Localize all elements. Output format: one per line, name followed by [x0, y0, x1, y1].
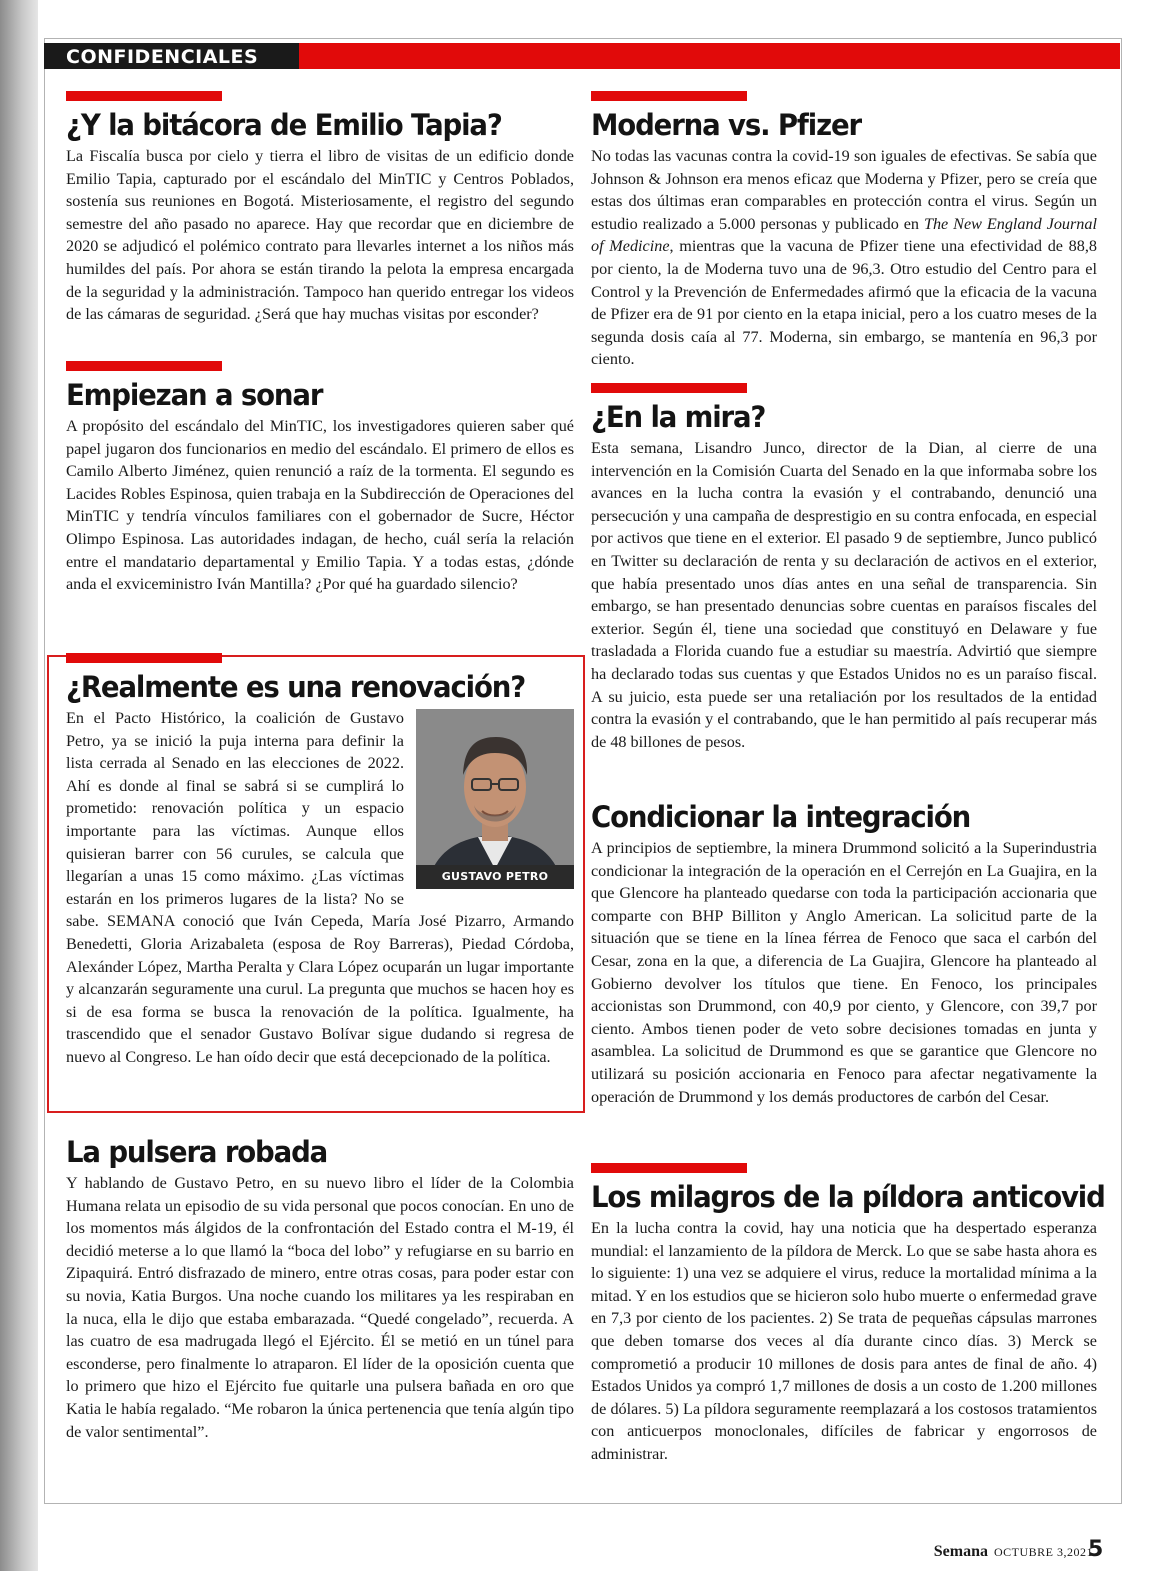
article-body: Esta semana, Lisandro Junco, director de la Dian, al cierre de una intervención en la Comisión Cuarta del Senado en la que informaba sobre los avances en la lucha contra la evasión y el contrabando, denunció una persecución y una campaña de desprestigio en su contra enfocada, en especial por activos que tiene en el exterior. El pasado 9 de septiembre, Junco publicó en Twitter su declaración de renta y su declaración de activos en el exterior, que había presentado unos días antes en una señal de transparencia. Sin embargo, se han presentado denuncias sobre cuentas en paraísos fiscales del exterior. Según él, tiene una sociedad que constituyó en Delaware y fue trasladada a Florida cuando fue a estudiar su maestría. Advirtió que siempre ha declarado todas sus cuentas y que Estados Unidos no es un paraíso fiscal. A su juicio, esta puede ser una retaliación por los resultados de la entidad contra la evasión y el contrabando, que le han permitido al país recuperar más de 48 billones de pesos.	[591, 439, 1097, 751]
article-body: En la lucha contra la covid, hay una noticia que ha despertado esperanza mundial: el lanzamiento de la píldora de Merck. Lo que se sabe hasta ahora es lo siguiente: 1) una vez se adquiere el virus, reduce la mortalidad mínima a la mitad. Y en los estudios que se hicieron solo hubo muerte o enfermedad grave en 7,3 por ciento de los pacientes. 2) Se trata de pequeñas cápsulas marrones que deben tomarse dos veces al día durante cinco días. 3) Merck se comprometió a producir 10 millones de dosis para antes de final de año. 4) Estados Unidos ya compró 1,7 millones de dosis a un costo de 1.200 millones de dólares. 5) La píldora seguramente reemplazará a los costosos tratamientos con anticuerpos monoclonales, difíciles de fabricar y engorrosos de administrar.	[591, 1219, 1097, 1463]
page-footer	[934, 1543, 1093, 1561]
article-title: Moderna vs. Pfizer	[591, 108, 861, 142]
article-pulsera	[66, 1134, 574, 1443]
article-body: A principios de septiembre, la minera Drummond solicitó a la Superindustria condicionar la integración de la operación en el Cerrejón en La Guajira, en la que Glencore ha planteado quedarse con toda la participación accionaria que comparte con BHP Billiton y Anglo American. La solicitud parte de la situación que se tiene en la línea férrea de Fenoco que saca el carbón del Cesar, zona en la que, a diferencia de La Guajira, Glencore ha planteado al Gobierno devolver los títulos que tiene. En Fenoco, los principales accionistas son Drummond, con 40,9 por ciento, y Glencore, con 39,7 por ciento. Ambos tienen poder de veto sobre decisiones tomadas en junta y asamblea. La solicitud de Drummond es que se garantice que Glencore no utilizará su posición accionaria en Fenoco para afectar negativamente la operación de Drummond y los demás productores de carbón del Cesar.	[591, 839, 1097, 1106]
article-title: Empiezan a sonar	[66, 378, 323, 412]
article-tapia	[66, 91, 574, 326]
article-rule	[591, 1163, 747, 1173]
page-gutter-shadow	[0, 0, 38, 1571]
article-pildora	[591, 1163, 1105, 1466]
section-tab	[44, 43, 299, 69]
article-rule	[66, 361, 222, 371]
section-header-bar	[44, 43, 1120, 69]
article-rule	[66, 91, 222, 101]
body-text: No todas las vacunas contra la covid-19 son iguales de efectivas. Se sabía que Johnson & Johnson era menos eficaz que Moderna y Pfizer, pero se creía que estas dos últimas eran comparables en protección contra el virus. Según un estudio realizado a 5.000 personas y publicado en	[591, 147, 1097, 233]
portrait-illustration	[416, 709, 574, 889]
article-title: ¿Realmente es una renovación?	[66, 670, 526, 704]
article-moderna	[591, 91, 1097, 371]
article-renovacion	[66, 653, 574, 1069]
page-number: 5	[1088, 1537, 1104, 1562]
article-title: La pulsera robada	[66, 1135, 328, 1169]
article-title: Los milagros de la píldora anticovid	[591, 1180, 1105, 1214]
article-body: En el Pacto Histórico, la coalición de Gustavo Petro, ya se inició la puja interna para definir la lista cerrada al Senado en las elecciones de 2022. Ahí es donde al final se sabrá si se cumplirá lo prometido: renovación política y un espacio importante para las víctimas. Aunque ellos quisieran barrer con 56 curules, se calcula que llegarían a unas 15 como máximo. ¿Las víctimas estarán en los primeros lugares de la lista? No se sabe. SEMANA conoció que Iván Cepeda, María José Pizarro, Armando Benedetti, Gloria Arizabaleta (esposa de Roy Barreras), Piedad Córdoba, Alexánder López, Martha Peralta y Clara López ocuparán un lugar importante y alcanzarán seguramente una curul. La pregunta que muchos se hacen hoy es si de esa forma se busca la renovación de la política. Igualmente, ha trascendido que el senador Gustavo Bolívar sigue dudando si regresa de nuevo al Congreso. Le han oído decir que está decepcionado de la política.	[66, 709, 574, 1066]
article-rule	[66, 653, 222, 663]
article-rule	[591, 91, 747, 101]
petro-photo	[416, 709, 574, 889]
article-mira	[591, 383, 1097, 753]
article-title: Condicionar la integración	[591, 800, 971, 834]
article-sonar	[66, 361, 574, 596]
photo-caption: GUSTAVO PETRO	[416, 865, 574, 889]
footer-magazine: Semana	[933, 1543, 988, 1560]
article-title: ¿Y la bitácora de Emilio Tapia?	[66, 108, 502, 142]
article-integracion	[591, 799, 1097, 1108]
article-body: A propósito del escándalo del MinTIC, los investigadores quieren saber qué papel jugaron dos funcionarios en medio del escándalo. El primero de ellos es Camilo Alberto Jiménez, quien renunció a raíz de la tormenta. El segundo es Lacides Robles Espinosa, quien trabaja en la Subdirección de Operaciones del MinTIC y tendría vínculos familiares con el gobernador de Sucre, Héctor Olimpo Espinosa. Las autoridades indagan, de hecho, cuál sería la relación entre el mandatario departamental y Emilio Tapia. Y a todas estas, ¿dónde anda el exviceministro Iván Mantilla? ¿Por qué ha guardado silencio?	[66, 417, 574, 594]
section-red-stripe	[299, 43, 1120, 69]
article-body: La Fiscalía busca por cielo y tierra el libro de visitas de un edificio donde Emilio Tapia, capturado por el escándalo del MinTIC y Centros Poblados, sostenía sus reuniones en Bogotá. Misteriosamente, el registro del segundo semestre del año pasado no aparece. Hay que recordar que en diciembre de 2020 se adjudicó el polémico contrato para llevarles internet a los niños más humildes del país. Por ahora se están tirando la pelota la empresa encargada de la seguridad y la administración. Tampoco han querido entregar los videos de las cámaras de seguridad. ¿Será que hay muchas visitas por esconder?	[66, 147, 574, 324]
article-title: ¿En la mira?	[591, 400, 766, 434]
article-rule	[591, 383, 747, 393]
footer-date: OCTUBRE 3,2021	[993, 1545, 1093, 1559]
article-body	[591, 145, 1097, 371]
journal-name: The New England Journal of Medicine	[591, 214, 1097, 256]
body-text: , mientras que la vacuna de Pfizer tiene una efectividad de 88,8 por ciento, la de Moderna tuvo una de 96,3. Otro estudio del Centro para el Control y la Prevención de Enfermedades afirmó que la eficacia de la vacuna de Pfizer era de 91 por ciento en la etapa inicial, pero a los cuatro meses de la segunda dosis caía al 77. Moderna, sin embargo, se mantenía en 96,3 por ciento.	[591, 237, 1097, 369]
article-body: Y hablando de Gustavo Petro, en su nuevo libro el líder de la Colombia Humana relata un episodio de su vida personal que pocos conocían. En uno de los momentos más álgidos de la confrontación del Estado contra el M-19, él decidió meterse a lo que llamó la “boca del lobo” y refugiarse en su barrio en Zipaquirá. Entró disfrazado de minero, entre otras cosas, para poder estar con su novia, Katia Burgos. Una noche cuando los militares ya les respiraban en la nuca, ella le dijo que estaba embarazada. “Quedé congelado”, recuerda. A las cuatro de esa madrugada llegó el Ejército. Él se metió en un túnel para esconderse, pero finalmente lo atraparon. El líder de la oposición cuenta que lo primero que hizo el Ejército fue quitarle una pulsera bañada en oro que Katia le había regalado. “Me robaron la única pertenencia que tenía algún tipo de valor sentimental”.	[66, 1174, 574, 1441]
section-label: CONFIDENCIALES	[66, 46, 259, 68]
